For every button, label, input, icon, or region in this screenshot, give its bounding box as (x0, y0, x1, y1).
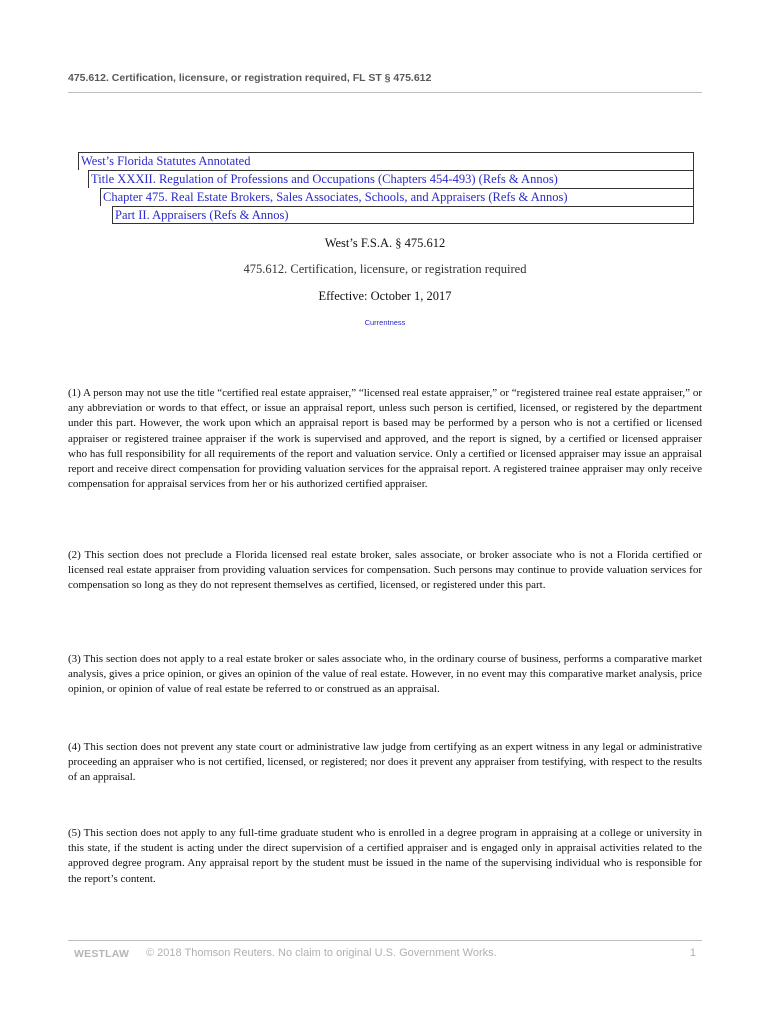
paragraph-2: (2) This section does not preclude a Florida licensed real estate broker, sales associate, or broker associate who is not a Florida certified or licensed real estate appraiser from providing valuation services for compensation. Such persons may continue to provide valuation services for compensation so long as they do not represent themselves as certified, licensed, or registered under this part. (68, 549, 702, 592)
breadcrumb-statutes[interactable] (78, 152, 694, 170)
breadcrumb (78, 152, 694, 224)
breadcrumb-part[interactable] (112, 206, 694, 224)
currentness-link[interactable]: Currentness (364, 318, 406, 327)
paragraph-3: (3) This section does not apply to a real estate broker or sales associate who, in the ordinary course of business, performs a comparative market analysis, gives a price opinion, or gives an opinion of the value of real estate. However, in no event may this comparative market analysis, price opinion, or opinion of value of real estate be referred to or construed as an appraisal. (68, 653, 702, 696)
breadcrumb-link-statutes[interactable]: West’s Florida Statutes Annotated (81, 154, 251, 168)
breadcrumb-title[interactable] (88, 170, 694, 188)
section-title: 475.612. Certification, licensure, or registration required (243, 262, 527, 276)
breadcrumb-chapter[interactable] (100, 188, 694, 206)
paragraph-5: (5) This section does not apply to any full-time graduate student who is enrolled in a degree program in appraising at a college or university in this state, if the student is acting under the direct supervision of a certified appraiser and is engaged only in appraisal activities related to the approved degree program. Any appraisal report by the student must be issued in the name of the supervising individual who is responsible for the report’s content. (68, 827, 702, 885)
breadcrumb-link-chapter[interactable]: Chapter 475. Real Estate Brokers, Sales Associates, Schools, and Appraisers (Refs & Annos) (103, 190, 568, 204)
page-footer (68, 940, 702, 969)
copyright-notice: © 2018 Thomson Reuters. No claim to original U.S. Government Works. (146, 947, 497, 959)
breadcrumb-link-part[interactable]: Part II. Appraisers (Refs & Annos) (115, 208, 289, 222)
breadcrumb-link-title[interactable]: Title XXXII. Regulation of Professions and Occupations (Chapters 454-493) (Refs & Annos) (91, 172, 558, 186)
paragraph-4: (4) This section does not prevent any state court or administrative law judge from certifying as an expert witness in any legal or administrative proceeding an appraiser who is not certified, licensed, or registered; nor does it prevent any appraiser from testifying, with respect to the results of an appraisal. (68, 741, 702, 784)
effective-date: Effective: October 1, 2017 (318, 289, 452, 303)
document-header: 475.612. Certification, licensure, or registration required, FL ST § 475.612 (68, 72, 702, 93)
paragraph-1: (1) A person may not use the title “certified real estate appraiser,” “licensed real estate appraiser,” or “registered trainee real estate appraiser,” or any abbreviation or words to that effect, or issue an appraisal report, unless such person is certified, licensed, or registered by the department under this part. However, the work upon which an appraisal report is based may be performed by a person who is not a certified or licensed appraiser or registered trainee appraiser if the work is supervised and approved, and the report is signed, by a certified or licensed appraiser who has full responsibility for all requirements of the report and valuation service. Only a certified or licensed appraiser may issue an appraisal report and receive direct compensation for providing valuation services for the appraisal report. A registered trainee appraiser may only receive compensation for appraisal services from her or his authorized certified appraiser. (68, 387, 702, 491)
statute-citation: West’s F.S.A. § 475.612 (324, 236, 446, 250)
westlaw-logo: WESTLAW (74, 948, 130, 960)
page-number: 1 (689, 947, 696, 959)
